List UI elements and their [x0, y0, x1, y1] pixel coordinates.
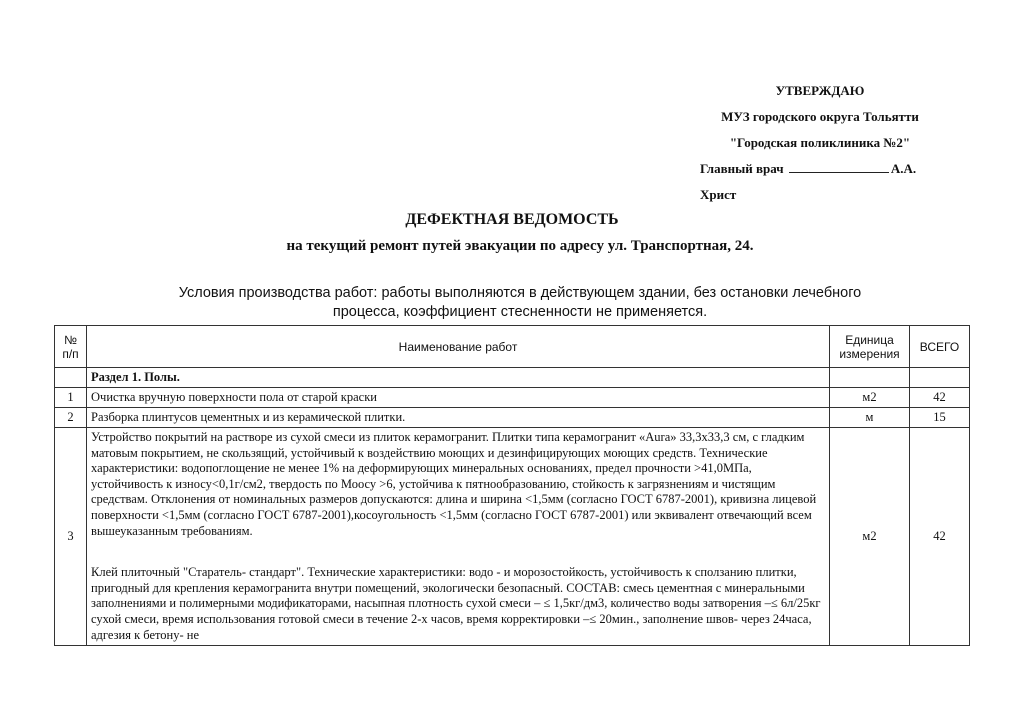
work-conditions [140, 284, 900, 322]
description-paragraph-tiles: Устройство покрытий на растворе из сухой смеси из плиток керамогранит. Плитки типа керамогранит «Aura» 33,3х33,3 см, с гладким матовым покрытием, не скользящий, устойчивый к воздействию моющих и дезинфицирующих моющих средств. Технические характеристики: водопоглощение не менее 1% на деформирующих минеральных основаниях, предел прочности >41,0МПа, устойчивость к износу<0,1г/см2, твердость по Моосу >6, устойчива к пятнообразованию, стойкость к загрязнениям и чистящим средствам. Отклонения от номинальных размеров допускаются: длина и ширина <1,5мм (согласно ГОСТ 6787-2001), кривизна лицевой поверхности <1,5мм (согласно ГОСТ 6787-2001),косоугольность <1,5мм (согласно ГОСТ 6787-2001) или эквивалент отвечающий всем вышеуказанным требованиям. [91, 430, 817, 538]
row-num: 1 [55, 388, 87, 408]
table-row [55, 428, 970, 646]
row-unit: м [830, 408, 910, 428]
approval-position: Главный врач [700, 161, 784, 176]
header-num: № п/п [55, 326, 87, 368]
approval-org: МУЗ городского округа Тольятти [721, 109, 919, 124]
header-total: ВСЕГО [910, 326, 970, 368]
approval-clinic: "Городская поликлиника №2" [729, 135, 911, 150]
description-paragraph-glue: Клей плиточный "Старатель- стандарт". Технические характеристики: водо - и морозостойкость, устойчивость к сползанию плитки, пригодный для крепления керамогранита внутри помещений, экологически безопасный. СОСТАВ: смесь цементная с минеральными заполнениями и полимерными модификаторами, насыпная плотность сухой смеси – ≤ 1,5кг/дм3, количество воды затворения –≤ 6л/25кг сухой смеси, время использования готовой смеси в течение 2-х часов, время корректировки –≤ 20мин., заполнение швов- через 24часа, адгезия к бетону- не [91, 565, 821, 642]
row-num: 3 [55, 428, 87, 646]
section-row [55, 368, 970, 388]
conditions-line-2: процесса, коэффициент стесненности не применяется. [332, 304, 708, 320]
conditions-line-1: Условия производства работ: работы выполняются в действующем здании, без остановки лечебного [178, 285, 862, 301]
row-name: Очистка вручную поверхности пола от старой краски [87, 388, 830, 408]
table-row [55, 408, 970, 428]
table-header-row [55, 326, 970, 368]
approval-heading: УТВЕРЖДАЮ [775, 83, 865, 98]
row-total: 42 [910, 388, 970, 408]
header-unit: Единица измерения [830, 326, 910, 368]
row-unit: м2 [830, 428, 910, 646]
defect-table [54, 325, 970, 646]
row-num: 2 [55, 408, 87, 428]
header-name: Наименование работ [87, 326, 830, 368]
row-description [87, 428, 830, 646]
section-title: Раздел 1. Полы. [87, 368, 830, 388]
document-title: ДЕФЕКТНАЯ ВЕДОМОСТЬ [405, 211, 619, 228]
approval-block [690, 78, 950, 208]
approval-signatory: А.А. Христ [700, 161, 917, 202]
row-unit: м2 [830, 388, 910, 408]
signature-blank [789, 160, 889, 173]
approval-signature-line [700, 156, 950, 208]
row-total: 42 [910, 428, 970, 646]
document-subtitle: на текущий ремонт путей эвакуации по адресу ул. Транспортная, 24. [286, 238, 754, 254]
table-row [55, 388, 970, 408]
row-name: Разборка плинтусов цементных и из керамической плитки. [87, 408, 830, 428]
row-total: 15 [910, 408, 970, 428]
